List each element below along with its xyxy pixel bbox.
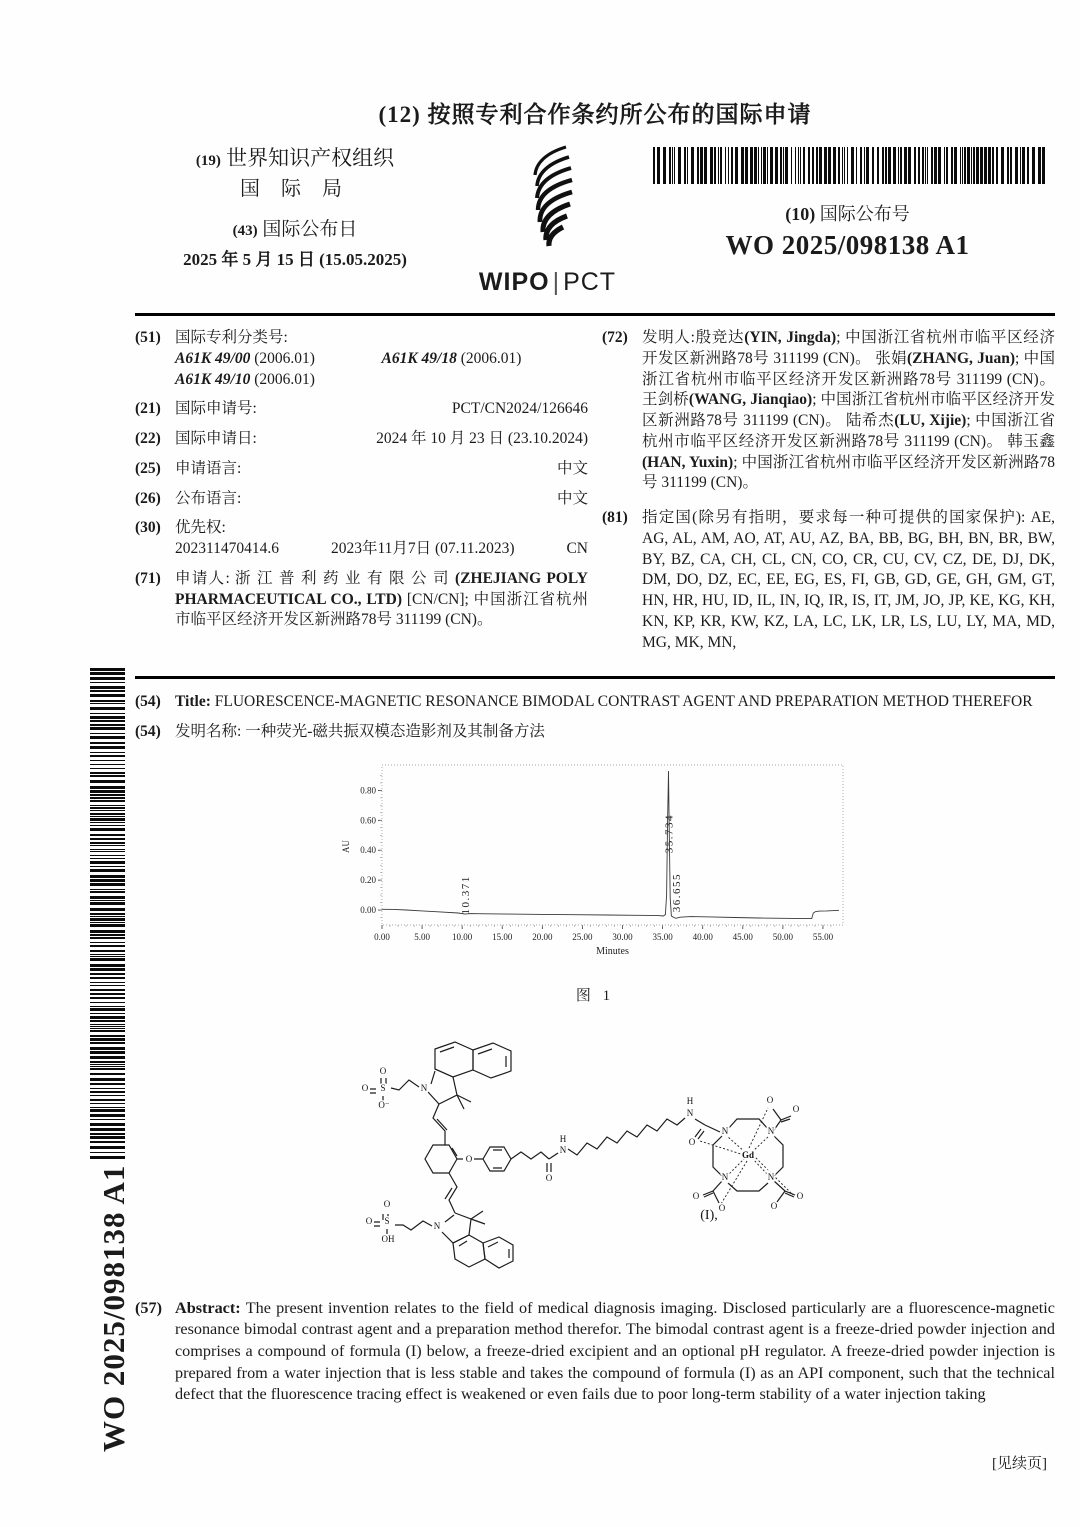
svg-text:O⁻: O⁻ — [378, 1099, 390, 1110]
continued-note: [见续页] — [992, 1455, 1047, 1472]
priority-country: CN — [566, 540, 588, 558]
international-bureau: 国 际 局 — [240, 178, 350, 201]
inid-19: (19) — [195, 153, 221, 169]
invention-title-en: FLUORESCENCE-MAGNETIC RESONANCE BIMODAL CONTRAST AGENT AND PREPARATION METHOD THEREFOR — [214, 693, 1033, 711]
svg-text:O: O — [383, 1198, 391, 1209]
biblio-right-column — [602, 328, 1055, 662]
inventor: 王剑桥(WANG, Jianqiao); 中国浙江省杭州市临平区经济开发区新洲路78号 311199 (CN)。 — [642, 391, 1055, 430]
title-cn-text — [175, 721, 545, 743]
wipo-globe-icon — [496, 143, 600, 261]
pct-wordmark: PCT — [563, 268, 617, 296]
filing-date-row — [175, 429, 588, 450]
wipo-wordmark: WIPO — [478, 268, 550, 296]
application-number-label: 国际申请号: — [175, 400, 257, 418]
filing-language-row — [175, 459, 588, 480]
publication-language-item — [135, 489, 588, 510]
priority-number: 202311470414.6 — [175, 540, 280, 558]
svg-text:Gd: Gd — [741, 1149, 755, 1160]
svg-text:0.80: 0.80 — [359, 785, 376, 796]
inid-26: (26) — [135, 489, 161, 507]
applicant-label: 申请人: — [175, 569, 235, 587]
svg-text:50.00: 50.00 — [772, 931, 793, 942]
svg-text:O: O — [361, 1082, 369, 1093]
inventor: 陆希杰(LU, Xijie); 中国浙江省杭州市临平区经济开发区新洲路78号 311199 (CN)。 — [642, 412, 1055, 450]
filing-date-item — [135, 429, 588, 450]
filing-language-value: 中文 — [556, 459, 588, 477]
svg-text:36.655: 36.655 — [670, 872, 683, 913]
svg-text:10.00: 10.00 — [451, 931, 472, 942]
abstract-paragraph — [175, 1298, 1055, 1406]
title-en-text — [175, 691, 1033, 713]
inventor: 张娟(ZHANG, Juan); 中国浙江省杭州市临平区经济开发区新洲路78号 311199 (CN)。 — [642, 349, 1055, 388]
designated-states-paragraph — [642, 508, 1055, 653]
ipc-entry: A61K 49/00 (2006.01) — [175, 349, 315, 367]
inventor: 殷竞达(YIN, Jingda); 中国浙江省杭州市临平区经济开发区新洲路78号 311199 (CN)。 — [642, 329, 1055, 367]
header-right — [640, 143, 1055, 297]
title-en-item — [135, 691, 1055, 713]
filing-language-label: 申请语言: — [175, 459, 242, 477]
svg-text:N: N — [767, 1171, 775, 1182]
pubnum-label: 国际公布号 — [819, 204, 910, 224]
svg-text:55.00: 55.00 — [812, 931, 833, 942]
designated-states-item — [602, 508, 1055, 653]
figure-1-block — [338, 757, 853, 1005]
inid-81: (81) — [602, 509, 628, 527]
svg-text:O: O — [796, 1190, 804, 1201]
designated-states-list: AE, AG, AL, AM, AO, AT, AU, AZ, BA, BB, BG, BH, BN, BR, BW, BY, BZ, CA, CH, CL, CN, CO, CR, CU, CV, CZ, DE, DJ, DK, DM, DO, DZ, EC, EE, EG, ES, FI, GB, GD, GE, GH, GM, GT, HN, HR, HU, ID, IL, IN, IQ, IR, IS, IT, JM, JO, JP, KE, KG, KH, KN, KP, KR, KW, KZ, LA, LC, LK, LR, LS, LU, LY, MA, MD, MG, MK, MN, — [642, 509, 1055, 651]
application-number-item — [135, 399, 588, 420]
application-number-row — [175, 399, 588, 420]
pubdate-label: 国际公布日 — [262, 219, 358, 241]
svg-text:0.00: 0.00 — [359, 904, 376, 915]
ipc-list — [175, 349, 588, 391]
inid-54-cn: (54) — [135, 723, 161, 741]
inid-72: (72) — [602, 329, 628, 346]
header-divider — [135, 313, 1055, 316]
inventors-paragraph — [642, 328, 1055, 494]
svg-text:O: O — [770, 1200, 778, 1211]
priority-date: 2023年11月7日 (07.11.2023) — [330, 540, 515, 558]
svg-text:0.60: 0.60 — [359, 815, 376, 826]
wordmark-separator: | — [552, 268, 561, 296]
pct-heading-text: 按照专利合作条约所公布的国际申请 — [427, 102, 812, 127]
svg-text:5.00: 5.00 — [413, 931, 430, 942]
inid-30: (30) — [135, 519, 161, 537]
ipc-entry: A61K 49/10 (2006.01) — [175, 370, 315, 388]
inid-57: (57) — [135, 1298, 162, 1317]
svg-text:O: O — [692, 1190, 700, 1201]
inid-25: (25) — [135, 459, 161, 477]
title-cn-label: 发明名称: — [175, 723, 246, 741]
application-number-value: PCT/CN2024/126646 — [451, 400, 588, 418]
inid-10: (10) — [785, 204, 816, 224]
formula-I-block — [357, 1031, 1055, 1276]
pubdate-label-line — [135, 216, 455, 244]
publication-language-row — [175, 489, 588, 510]
svg-text:0.40: 0.40 — [359, 845, 376, 856]
invention-title-cn: 一种荧光-磁共振双模态造影剂及其制备方法 — [245, 723, 545, 741]
publication-number: WO 2025/098138 A1 — [725, 230, 970, 260]
svg-text:N: N — [559, 1144, 567, 1155]
svg-text:40.00: 40.00 — [692, 931, 713, 942]
sidebar-publication-number: WO 2025/098138 A1 — [96, 1164, 131, 1452]
ipc-value — [175, 328, 588, 390]
vertical-barcode — [90, 668, 125, 1160]
publication-date: 2025 年 5 月 15 日 (15.05.2025) — [183, 249, 407, 269]
inid-51: (51) — [135, 329, 161, 346]
svg-text:0.00: 0.00 — [373, 931, 390, 942]
inid-71: (71) — [135, 569, 161, 587]
ipc-item — [135, 328, 588, 390]
pubnum-label-line — [640, 200, 1055, 226]
svg-text:O: O — [465, 1153, 473, 1164]
structure-bonds — [370, 1042, 795, 1268]
applicant-name-cn: 浙 江 普 利 药 业 有 限 公 司 — [234, 569, 456, 587]
inid-22: (22) — [135, 430, 161, 448]
figure-1-caption: 图 1 — [575, 987, 615, 1004]
wipo-pct-wordmark — [455, 268, 640, 297]
svg-text:O: O — [718, 1202, 726, 1213]
header-left — [135, 143, 455, 297]
priority-item — [135, 518, 588, 560]
svg-text:S: S — [380, 1082, 386, 1093]
inid-54-en: (54) — [135, 693, 161, 711]
title-en-label: Title: — [175, 693, 215, 711]
publication-language-value: 中文 — [556, 489, 588, 507]
ipc-label: 国际专利分类号: — [175, 329, 288, 346]
svg-text:45.00: 45.00 — [732, 931, 753, 942]
svg-text:O: O — [365, 1215, 373, 1226]
abstract-text: The present invention relates to the field of medical diagnosis imaging. Disclosed particularly are a fluorescence-magnetic resonance bimodal contrast agent and a preparation method therefor. The bimodal contrast agent is a freeze-dried powder injection and comprises a compound of formula (I) below, a freeze-dried excipient and an optional pH regulator. A freeze-dried powder injection is prepared from a water injection that is less stable and takes the compound of formula (I) as an API component, such that the technical defect that the fluorescence tracing effect is weakened or even fails due to poor long-term stability of a water injection taking — [175, 1298, 1055, 1404]
svg-text:H: H — [686, 1095, 694, 1106]
title-cn-item — [135, 721, 1055, 743]
inventors-label: 发明人: — [642, 329, 695, 346]
abstract-label: Abstract: — [175, 1298, 246, 1317]
svg-text:N: N — [767, 1125, 775, 1136]
svg-text:S: S — [384, 1215, 390, 1226]
svg-text:Minutes: Minutes — [595, 945, 629, 957]
inid-21: (21) — [135, 400, 161, 418]
svg-text:0.20: 0.20 — [359, 874, 376, 885]
svg-text:O: O — [766, 1094, 774, 1105]
pct-publication-heading — [135, 96, 1055, 129]
header-row — [135, 143, 1055, 297]
biblio-left-column — [135, 328, 588, 662]
hplc-chromatogram-chart — [338, 757, 853, 969]
applicant-paragraph — [175, 569, 588, 631]
designated-states-intro: 指定国(除另有指明，要求每一种可提供的国家保护): — [642, 509, 1031, 527]
applicant-item — [135, 569, 588, 631]
applicant-address: [CN/CN]; 中国浙江省杭州市临平区经济开发区新洲路78号 311199 (CN)。 — [175, 590, 588, 629]
svg-text:O: O — [792, 1103, 800, 1114]
applicant-name-en: (ZHEJIANG POLY PHARMACEUTICAL CO., LTD) — [175, 569, 588, 608]
svg-text:N: N — [686, 1107, 694, 1118]
inventor: 韩玉鑫(HAN, Yuxin); 中国浙江省杭州市临平区经济开发区新洲路78号 311199 (CN)。 — [642, 432, 1056, 492]
svg-text:O: O — [545, 1172, 553, 1183]
chemical-structure-formula-I — [357, 1031, 809, 1271]
svg-text:10.371: 10.371 — [459, 875, 472, 915]
svg-text:O: O — [379, 1065, 387, 1076]
priority-row — [175, 539, 588, 560]
page-content — [135, 0, 1055, 1473]
inid-43: (43) — [232, 223, 258, 240]
wipo-logo-block — [455, 143, 640, 297]
abstract-item — [135, 1298, 1055, 1406]
bibliographic-section — [135, 328, 1055, 662]
svg-text:AU: AU — [340, 839, 351, 853]
org-name-line — [135, 143, 455, 173]
svg-text:30.00: 30.00 — [611, 931, 633, 942]
svg-text:(I),: (I), — [700, 1207, 718, 1223]
svg-text:OH: OH — [381, 1233, 395, 1244]
priority-label: 优先权: — [175, 519, 226, 537]
svg-text:15.00: 15.00 — [491, 931, 512, 942]
filing-date-label: 国际申请日: — [175, 430, 257, 448]
svg-text:35.734: 35.734 — [663, 813, 675, 854]
svg-text:N: N — [420, 1082, 428, 1093]
svg-text:35.00: 35.00 — [651, 931, 673, 942]
svg-text:O: O — [688, 1136, 696, 1147]
ipc-entry: A61K 49/18 (2006.01) — [381, 349, 522, 367]
svg-text:25.00: 25.00 — [571, 931, 593, 942]
filing-language-item — [135, 459, 588, 480]
svg-text:20.00: 20.00 — [531, 931, 552, 942]
filing-date-value: 2024 年 10 月 23 日 (23.10.2024) — [376, 430, 588, 448]
org-name: 世界知识产权组织 — [226, 146, 395, 170]
svg-text:H: H — [559, 1133, 567, 1144]
inid-12: (12) — [378, 102, 421, 127]
priority-value — [175, 518, 588, 560]
title-divider — [135, 676, 1055, 679]
publication-barcode — [653, 147, 1043, 184]
svg-text:N: N — [721, 1125, 729, 1136]
svg-text:N: N — [721, 1171, 729, 1182]
svg-text:N: N — [433, 1220, 441, 1231]
publication-language-label: 公布语言: — [175, 489, 242, 507]
inventors-item — [602, 328, 1055, 494]
